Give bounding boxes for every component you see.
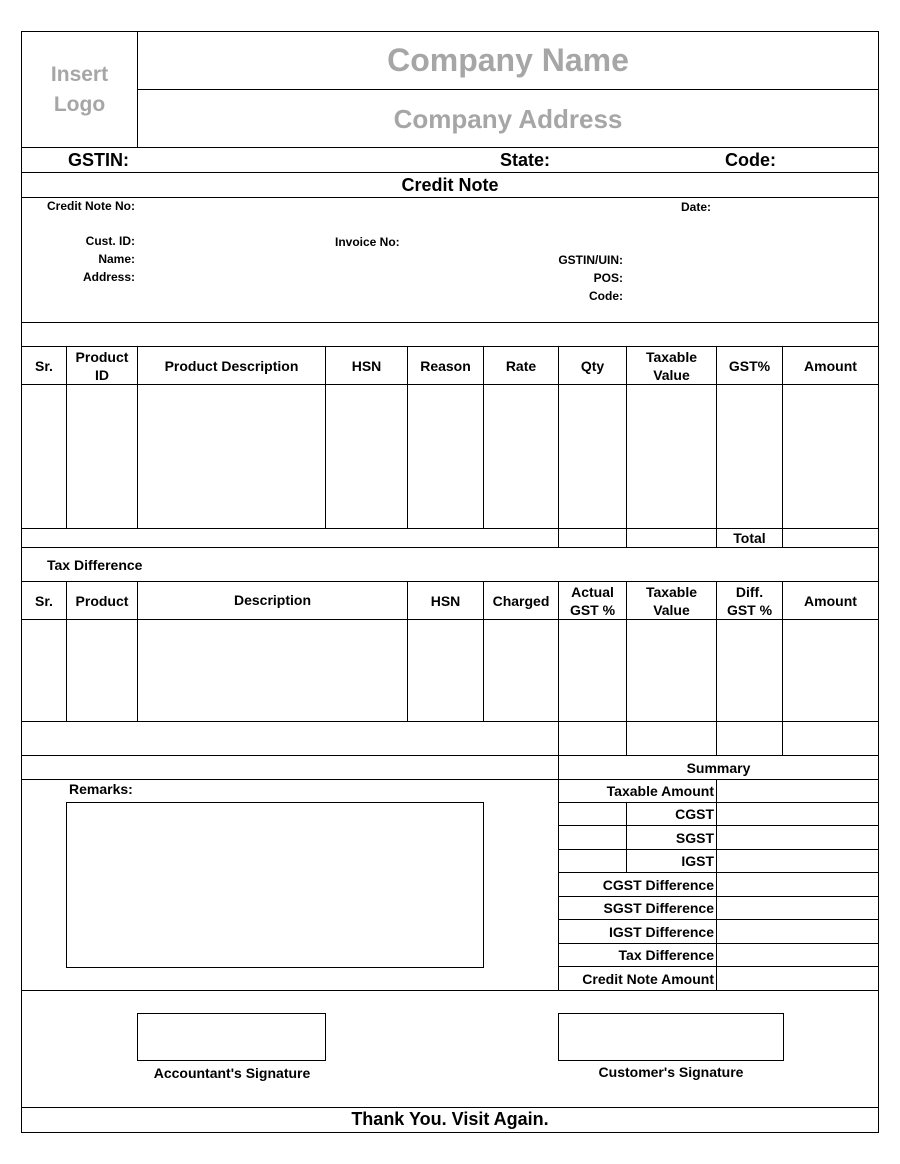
company-name: Company Name [387,42,629,78]
credit-note-no-label: Credit Note No: [47,199,135,213]
taxdiff-header-diff-gst [717,582,782,619]
items-header-bottom-line [21,384,878,385]
customer-signature-label: Customer's Signature [598,1064,744,1080]
state-label: State: [500,150,551,170]
doc-title: Credit Note [401,175,499,195]
taxdiff-header-sr: Sr. [35,592,53,609]
gstin-label: GSTIN: [68,150,129,170]
address-label: Address: [82,270,135,284]
summary-row-line [558,896,878,897]
accountant-signature-label: Accountant's Signature [153,1065,311,1081]
summary-row-label: SGST [675,830,714,846]
summary-row-line [558,825,878,826]
summary-bottom-line [21,990,878,991]
items-header-taxable-value-text: Taxable Value [645,348,698,383]
taxdiff-header-actual-gst-text: Actual GST % [569,583,616,618]
summary-row-line [558,943,878,944]
items-header-taxable-value [627,347,716,384]
cust-id-label: Cust. ID: [85,234,135,248]
summary-title-bottom-line [21,779,878,780]
summary-row-line [558,802,878,803]
taxdiff-total-bottom-line [21,755,878,756]
name-label: Name: [98,252,135,266]
taxdiff-header-hsn: HSN [430,592,461,609]
gst-row-bottom-line [21,172,878,173]
taxdiff-header-charged: Charged [492,592,550,609]
summary-row-line [558,919,878,920]
gstin-uin-label: GSTIN/UIN: [558,253,623,267]
logo-text-line1: Insert [50,63,109,86]
info-code-label: Code: [589,289,623,303]
items-header-reason: Reason [420,357,471,374]
taxdiff-header-diff-gst-text: Diff. GST % [726,583,773,618]
items-header-gst: GST% [728,357,771,374]
summary-row-line [558,966,878,967]
logo-placeholder [22,60,137,120]
summary-row-label: Taxable Amount [606,783,714,799]
taxdiff-header-taxable-value-text: Taxable Value [645,583,698,618]
summary-row-label: IGST [681,853,714,869]
summary-row-label: Tax Difference [618,947,714,963]
company-address: Company Address [393,104,623,134]
logo-text-line2: Logo [53,93,106,116]
tax-difference-title: Tax Difference [47,557,143,573]
taxdiff-header-actual-gst [559,582,626,619]
pos-label: POS: [593,271,623,285]
summary-value-col-line [716,779,717,990]
summary-title: Summary [686,760,751,776]
taxdiff-body-bottom-line [21,721,878,722]
items-total-bottom-line [21,547,878,548]
summary-row-line [558,849,878,850]
items-header-hsn: HSN [351,357,382,374]
taxdiff-header-product: Product [75,592,129,609]
items-header-qty: Qty [580,357,605,374]
remarks-box[interactable] [66,802,484,968]
taxdiff-header-amount: Amount [804,592,857,609]
items-header-description: Product Description [164,357,299,374]
footer-top-line [21,1107,878,1108]
items-header-sr: Sr. [35,357,53,374]
header-bottom-line [21,147,878,148]
summary-row-label: CGST [675,806,714,822]
taxdiff-header-taxable-value [627,582,716,619]
items-header-amount: Amount [804,357,857,374]
items-header-rate: Rate [505,357,537,374]
items-total-label: Total [733,530,766,546]
items-header-product-id [67,347,137,384]
summary-row-label: SGST Difference [603,900,714,916]
summary-row-label: Credit Note Amount [582,971,714,987]
code-label: Code: [725,150,776,170]
info-bottom-line [21,322,878,323]
taxdiff-header-description: Description [233,591,311,608]
summary-row-label: CGST Difference [602,877,714,893]
header-mid-line [137,89,878,90]
accountant-signature-box[interactable] [137,1013,326,1061]
title-bottom-line [21,197,878,198]
invoice-no-label: Invoice No: [335,235,400,249]
summary-row-label: IGST Difference [608,924,714,940]
date-label: Date: [681,200,712,214]
summary-row-line [558,872,878,873]
footer-message: Thank You. Visit Again. [351,1109,549,1129]
items-header-product-id-text: Product ID [75,348,129,383]
customer-signature-box[interactable] [558,1013,784,1061]
taxdiff-header-bottom-line [21,619,878,620]
remarks-label: Remarks: [69,781,133,797]
